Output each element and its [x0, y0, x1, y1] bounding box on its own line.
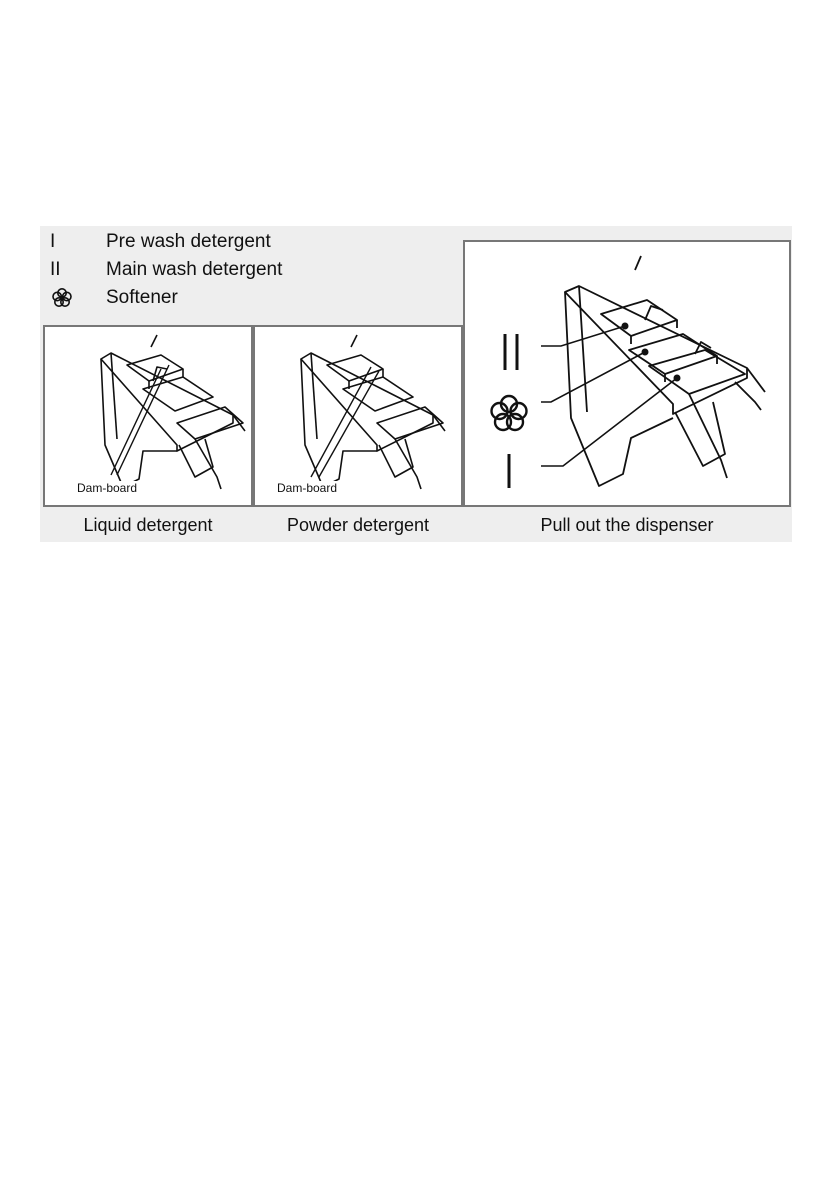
legend-label-softener: Softener — [106, 287, 178, 308]
legend-label-pre-wash: Pre wash detergent — [106, 231, 271, 252]
dam-board-label-liquid: Dam-board — [77, 481, 138, 495]
dispenser-drawing-powder — [255, 327, 461, 505]
panel-liquid-detergent — [43, 325, 253, 507]
flower-icon — [492, 396, 527, 430]
legend-row-softener — [50, 286, 470, 310]
legend-row-main-wash — [50, 258, 470, 282]
legend-label-main-wash: Main wash detergent — [106, 259, 283, 280]
legend-key-main-wash: II — [50, 259, 61, 280]
panel-pull-out-dispenser — [463, 240, 791, 507]
marker-main-wash — [505, 334, 517, 370]
dispenser-drawing-pull-out — [465, 242, 789, 505]
caption-pull-out-dispenser: Pull out the dispenser — [540, 515, 714, 535]
dispenser-drawing-liquid — [45, 327, 251, 505]
caption-liquid-detergent: Liquid detergent — [83, 515, 213, 535]
legend-row-pre-wash — [50, 230, 470, 254]
caption-powder-detergent: Powder detergent — [286, 515, 430, 535]
dam-board-label-powder: Dam-board — [277, 481, 338, 495]
panel-powder-detergent — [253, 325, 463, 507]
legend-key-pre-wash: I — [50, 231, 56, 252]
detergent-dispenser-figure — [40, 226, 792, 542]
flower-icon — [50, 287, 74, 309]
